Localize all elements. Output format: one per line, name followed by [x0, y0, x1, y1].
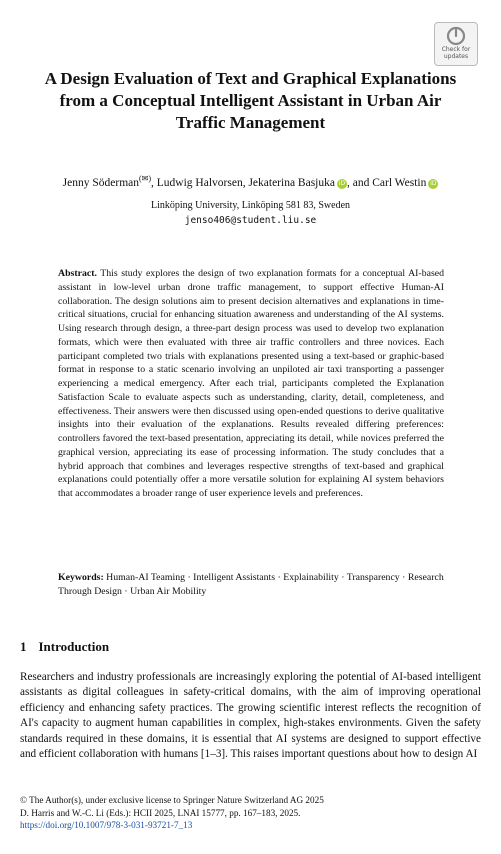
affiliation: Linköping University, Linköping 581 83, Sweden: [150, 200, 351, 211]
section-heading: [20, 638, 481, 656]
check-for-updates-label: Check for: [441, 46, 471, 53]
check-for-updates-icon: [446, 26, 466, 46]
intro-paragraph: Researchers and industry professionals are increasingly exploring the potential of AI-based intelligent assistants as digital colleagues in safety-critical domains, with the aim of improving operational efficiency and enhancing safety practices. The growing scientific interest reflects the recognition of AI's capacity to augment human capabilities in complex, high-stakes environments. Given the safety standards required in these domains, it is essential that AI systems are designed to support effective and efficient collaboration with humans [1–3]. This raises important questions about how to design AI: [20, 671, 481, 761]
keywords: [58, 571, 444, 599]
orcid-icon[interactable]: iD: [338, 179, 346, 187]
abstract: [58, 267, 444, 501]
doi-link[interactable]: https://doi.org/10.1007/978-3-031-93721-7_13: [20, 820, 193, 831]
author-line: [20, 171, 481, 191]
footer: [20, 794, 481, 832]
corresponding-author-mark: (✉): [139, 174, 152, 183]
abstract-label: Abstract.: [58, 268, 97, 279]
paper-title: A Design Evaluation of Text and Graphical Explanations from a Conceptual Intelligent Assistant in Urban Air Traffic Management: [44, 69, 457, 132]
keywords-label: Keywords:: [58, 572, 104, 583]
check-for-updates-badge[interactable]: [434, 22, 478, 66]
keywords-text: Human-AI Teaming · Intelligent Assistants · Explainability · Transparency · Research Through Design · Urban Air Mobility: [58, 572, 444, 597]
author-names: , Ludwig Halvorsen, Jekaterina Basjuka: [151, 176, 335, 189]
section-title: Introduction: [38, 639, 110, 654]
copyright-line: © The Author(s), under exclusive license to Springer Nature Switzerland AG 2025: [20, 795, 324, 805]
section-number: 1: [20, 639, 27, 654]
citation-line: D. Harris and W.-C. Li (Eds.): HCII 2025, LNAI 15777, pp. 167–183, 2025.: [20, 807, 301, 818]
abstract-text: This study explores the design of two explanation formats for a conceptual AI-based assistant in low-level urban drone traffic management, to support effective Human-AI collaboration. The design solutions aim to present decision alternatives and explanations in time-critical situations, crucial for enhancing situation awareness and understanding of the AI systems. Using research through design, a three-part design process was used to develop two explanation formats, which were then evaluated with three air traffic controllers and three novices. Each participant completed two trials with explanations presented using a text-based or graphic-based format in response to a static scenario involving an unpiloted air taxi transporting a passenger experiencing a medical emergency. After each trial, participants completed the Explanation Satisfaction Scale to evaluate aspects such as understanding, clarity, detail, completeness, and effectiveness. Their answers were then discussed using open-ended questions to derive qualitative insights into their evaluation of the explanations. Results revealed differing preferences: controllers favored the text-based presentation, appreciating its detail, while novices preferred the graphical version, appreciating its ease of processing information. The study concludes that a hybrid approach that combines and leverages respective strengths of text-based and graphical explanations could potentially offer a more versatile solution for explaining AI system behaviors that accommodates a broader range of user experience levels and preferences.: [58, 268, 445, 499]
orcid-icon[interactable]: iD: [430, 179, 437, 187]
author-name: Jenny Söderman: [62, 176, 139, 189]
check-for-updates-sublabel: updates: [443, 53, 469, 60]
author-names-last: , and Carl Westin: [346, 176, 427, 189]
author-email[interactable]: jenso406@student.liu.se: [184, 215, 317, 226]
